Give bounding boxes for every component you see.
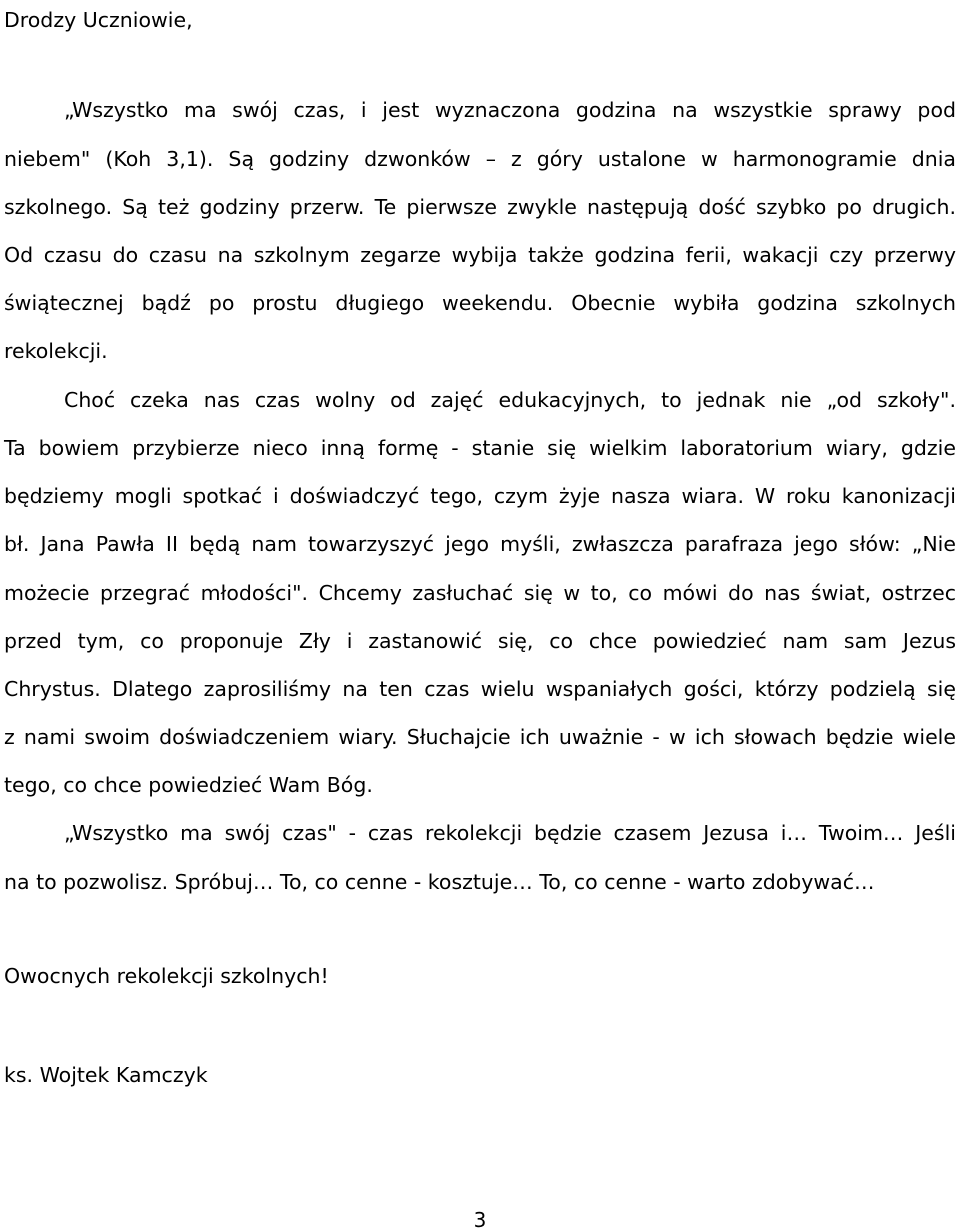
paragraph-2-line-2: Ta bowiem przybierze nieco inną formę - stanie się wielkim laboratorium wiary, gdzie xyxy=(4,436,956,460)
page-number: 3 xyxy=(473,1208,487,1232)
paragraph-1-line-2: niebem" (Koh 3,1). Są godziny dzwonków – z góry ustalone w harmonogramie dnia xyxy=(4,147,956,171)
paragraph-1-line-3: szkolnego. Są też godziny przerw. Te pierwsze zwykle następują dość szybko po drugich. xyxy=(4,195,956,219)
paragraph-1-line-4: Od czasu do czasu na szkolnym zegarze wybija także godzina ferii, wakacji czy przerwy xyxy=(4,243,956,267)
paragraph-1-line-6: rekolekcji. xyxy=(4,339,108,363)
paragraph-3-line-1: „Wszystko ma swój czas" - czas rekolekcji będzie czasem Jezusa i… Twoim… Jeśli xyxy=(64,821,956,845)
paragraph-2-line-9: tego, co chce powiedzieć Wam Bóg. xyxy=(4,773,373,797)
closing-line: Owocnych rekolekcji szkolnych! xyxy=(4,964,329,988)
paragraph-2-line-1: Choć czeka nas czas wolny od zajęć edukacyjnych, to jednak nie „od szkoły". xyxy=(64,388,956,412)
paragraph-2-line-4: bł. Jana Pawła II będą nam towarzyszyć jego myśli, zwłaszcza parafraza jego słów: „Nie xyxy=(4,532,956,556)
paragraph-2-line-7: Chrystus. Dlatego zaprosiliśmy na ten czas wielu wspaniałych gości, którzy podzielą się xyxy=(4,677,956,701)
paragraph-3-line-2: na to pozwolisz. Spróbuj… To, co cenne - kosztuje… To, co cenne - warto zdobywać… xyxy=(4,870,875,894)
paragraph-2-line-5: możecie przegrać młodości". Chcemy zasłuchać się w to, co mówi do nas świat, ostrzec xyxy=(4,581,956,605)
paragraph-1-line-1: „Wszystko ma swój czas, i jest wyznaczona godzina na wszystkie sprawy pod xyxy=(64,98,956,122)
paragraph-2-line-6: przed tym, co proponuje Zły i zastanowić się, co chce powiedzieć nam sam Jezus xyxy=(4,629,956,653)
signature: ks. Wojtek Kamczyk xyxy=(4,1063,208,1087)
paragraph-2-line-8: z nami swoim doświadczeniem wiary. Słuchajcie ich uważnie - w ich słowach będzie wiele xyxy=(4,725,956,749)
greeting: Drodzy Uczniowie, xyxy=(4,8,193,32)
paragraph-1-line-5: świątecznej bądź po prostu długiego weekendu. Obecnie wybiła godzina szkolnych xyxy=(4,291,956,315)
paragraph-2-line-3: będziemy mogli spotkać i doświadczyć tego, czym żyje nasza wiara. W roku kanonizacji xyxy=(4,484,956,508)
